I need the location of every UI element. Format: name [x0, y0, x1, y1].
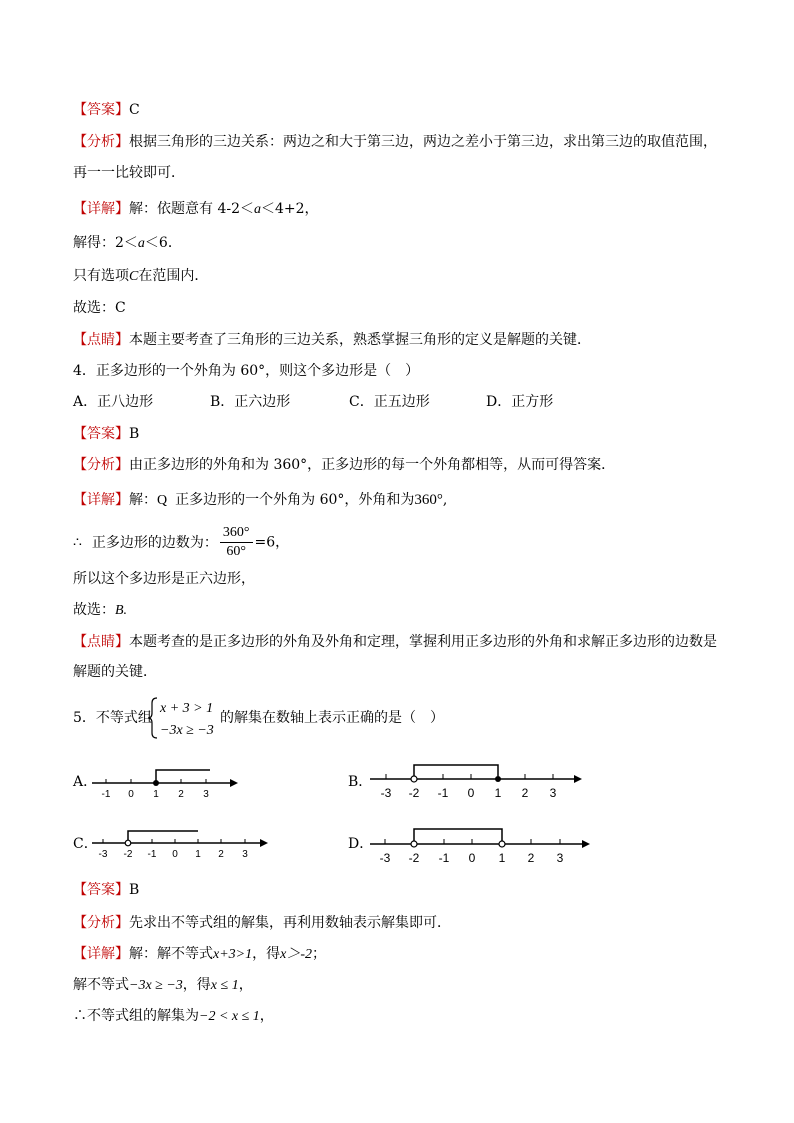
solve-suffix: 6． [158, 235, 182, 251]
solve-lt1: ＜ [123, 235, 138, 251]
analysis-text: 先求出不等式组的解集，再利用数轴表示解集即可． [129, 915, 451, 931]
q4-option-a [73, 392, 153, 412]
tick-label: 2 [527, 851, 535, 865]
q4-option-b-text: B．正六边形 [210, 394, 291, 410]
q3-comment-line [73, 330, 591, 350]
choose-prefix: 故选： [73, 602, 115, 618]
number-line-d [368, 824, 594, 866]
q4-option-c [349, 392, 430, 412]
detail2-ineq: −3x ≥ −3 [129, 978, 183, 993]
answer-tag: 【答案】 [73, 882, 129, 898]
q4-comment-line2 [73, 662, 157, 682]
q3-choose-line [73, 298, 126, 318]
tick-label: -3 [98, 849, 108, 860]
q3-analysis-line2 [73, 163, 185, 183]
q4-answer-line [73, 424, 139, 444]
choose-letter: B. [115, 603, 128, 618]
choose-text: 故选：C [73, 300, 126, 316]
q4-detail-line [73, 490, 447, 511]
sides-prefix: 正多边形的边数为： [91, 534, 218, 551]
detail-lt2: ＜ [261, 201, 275, 217]
detail-a: a [254, 202, 261, 217]
sides-fraction [220, 524, 253, 561]
q5-stem-suffix [220, 708, 444, 728]
analysis-text: 根据三角形的三边关系：两边之和大于第三边，两边之差小于第三边，求出第三边的取值范围， [129, 134, 717, 150]
solve-prefix: 解得：2 [73, 235, 124, 251]
comment-text: 本题考查的是正多边形的外角及外角和定理，掌握利用正多边形的外角和求解正多边形的边数是 [129, 634, 717, 650]
q5-option-d-label-text: D． [348, 836, 374, 852]
tick-label: 1 [494, 786, 502, 800]
tick-label: 0 [467, 786, 475, 800]
tick-label: -2 [408, 786, 420, 800]
detail1-end: ； [312, 946, 326, 962]
tick-label: 2 [521, 786, 529, 800]
tick-label: 3 [203, 789, 209, 800]
tick-label: 0 [468, 851, 476, 865]
q5-stem-prefix-text: 5．不等式组 [73, 710, 152, 726]
number-line-b [368, 762, 584, 802]
q5-detail-line1 [73, 944, 326, 965]
only-c: C [129, 269, 139, 284]
detail-tag: 【详解】 [73, 946, 129, 962]
solution-bracket [128, 831, 198, 843]
tick-label: -2 [123, 849, 133, 860]
analysis-tag: 【分析】 [73, 134, 129, 150]
axis-arrow [230, 779, 238, 787]
q5-detail-line2 [73, 975, 253, 996]
detail1-ineq: x+3>1 [213, 947, 253, 962]
q5-option-b-label-text: B． [348, 774, 373, 790]
solid-point [495, 776, 501, 782]
tick-label: 2 [218, 849, 224, 860]
inequality-2: −3x ≥ −3 [160, 723, 214, 738]
detail1-mid: ，得 [252, 946, 281, 962]
inequality-1: x + 3 > 1 [160, 701, 214, 716]
tick-label: 0 [128, 789, 134, 800]
solid-point [153, 780, 159, 786]
q4-analysis-line [73, 455, 615, 475]
detail2-mid: ，得 [182, 977, 211, 993]
system-brace [148, 698, 157, 738]
q4-conclusion-line [73, 569, 255, 589]
detail-tag: 【详解】 [73, 201, 129, 217]
tick-label: 2 [178, 789, 184, 800]
inequality-system [147, 695, 227, 741]
answer-tag: 【答案】 [73, 102, 129, 118]
q4-option-b [210, 392, 290, 412]
because-symbol: Q [157, 493, 168, 508]
detail1-prefix: 解：解不等式 [129, 946, 213, 962]
detail-lt1: ＜ [240, 201, 254, 217]
q4-choose-line [73, 600, 127, 621]
tick-label: -1 [147, 849, 157, 860]
answer-value: B [129, 882, 140, 898]
q3-analysis-line1 [73, 132, 717, 152]
q4-comment-line1 [73, 632, 717, 652]
detail-360: 360° [414, 492, 443, 508]
fraction-denominator: 60° [226, 544, 247, 559]
q4-option-d-text: D．正方形 [486, 394, 554, 410]
q5-option-c-label-text: C． [73, 836, 98, 852]
tick-label: 0 [172, 849, 178, 860]
tick-label: -1 [101, 789, 111, 800]
q4-sides-line [73, 524, 289, 561]
solution-bracket [156, 770, 210, 783]
detail-tag: 【详解】 [73, 492, 129, 508]
detail3-end: ， [259, 1008, 274, 1024]
answer-value: B [129, 426, 140, 442]
q4-option-d [486, 392, 553, 412]
q5-stem-suffix-text: 的解集在数轴上表示正确的是（ ） [220, 710, 444, 726]
analysis-text-cont: 再一一比较即可． [73, 165, 185, 181]
open-point [411, 776, 417, 782]
q5-stem-prefix [73, 708, 152, 728]
axis-arrow [582, 840, 590, 848]
q3-detail-line [73, 199, 319, 220]
number-line-c [90, 826, 270, 862]
q3-only-line [73, 266, 208, 287]
detail-prefix: 解：依题意有 4-2 [129, 201, 240, 217]
q4-option-a-text: A．正八边形 [73, 394, 154, 410]
open-point [499, 841, 505, 847]
detail-end: , [442, 492, 448, 508]
analysis-tag: 【分析】 [73, 915, 129, 931]
q4-stem-text: 4．正多边形的一个外角为 60°，则这个多边形是（ ） [73, 363, 420, 379]
comment-tag: 【点睛】 [73, 634, 129, 650]
solve-lt2: ＜ [144, 235, 159, 251]
tick-label: -3 [379, 851, 391, 865]
detail3-res: −2 < x ≤ 1 [199, 1009, 260, 1024]
only-suffix: 在范围内． [138, 268, 209, 284]
analysis-tag: 【分析】 [73, 457, 129, 473]
tick-label: 1 [195, 849, 201, 860]
detail-main: 正多边形的一个外角为 60°，外角和为 [175, 492, 415, 508]
solution-bracket [414, 765, 498, 776]
solution-bracket [414, 829, 502, 841]
q5-analysis-line [73, 913, 451, 933]
answer-value: C [129, 102, 140, 118]
detail2-prefix: 解不等式 [73, 977, 129, 993]
solve-a: a [137, 236, 145, 251]
open-point [411, 841, 417, 847]
tick-label: 3 [556, 851, 564, 865]
tick-label: -3 [380, 786, 392, 800]
answer-tag: 【答案】 [73, 426, 129, 442]
detail2-res: x ≤ 1 [210, 978, 239, 993]
q3-solve-line [73, 233, 182, 254]
tick-label: -1 [437, 786, 449, 800]
open-point [125, 840, 131, 846]
comment-tag: 【点睛】 [73, 332, 129, 348]
tick-label: -1 [438, 851, 450, 865]
number-line-a [90, 765, 240, 800]
tick-label: 1 [498, 851, 506, 865]
only-prefix: 只有选项 [73, 268, 129, 284]
q5-detail-line3 [73, 1006, 274, 1027]
detail2-end: ， [238, 977, 253, 993]
axis-arrow [574, 775, 582, 783]
q3-answer-line [73, 100, 140, 120]
detail3-prefix: ∴不等式组的解集为 [73, 1008, 199, 1024]
comment-text: 本题主要考查了三角形的三边关系，熟悉掌握三角形的定义是解题的关键． [129, 332, 591, 348]
comment-text-cont: 解题的关键． [73, 664, 157, 680]
tick-label: 1 [153, 789, 159, 800]
q4-option-c-text: C．正五边形 [349, 394, 430, 410]
conclusion-text: 所以这个多边形是正六边形， [73, 571, 255, 587]
fraction-numerator: 360° [220, 524, 253, 543]
detail1-res: x＞-2 [280, 947, 312, 962]
tick-label: 3 [242, 849, 248, 860]
tick-label: 3 [549, 786, 557, 800]
q4-stem [73, 361, 419, 381]
therefore-symbol: ∴ [73, 534, 82, 551]
analysis-text: 由正多边形的外角和为 360°，正多边形的每一个外角都相等，从而可得答案． [129, 457, 616, 473]
q5-option-a-label-text: A． [73, 774, 98, 790]
detail-prefix: 解： [129, 492, 157, 508]
tick-label: -2 [408, 851, 420, 865]
q5-answer-line [73, 880, 139, 900]
detail-suffix: 4+2， [275, 201, 319, 217]
axis-arrow [260, 839, 268, 847]
sides-result: =6， [254, 534, 290, 551]
